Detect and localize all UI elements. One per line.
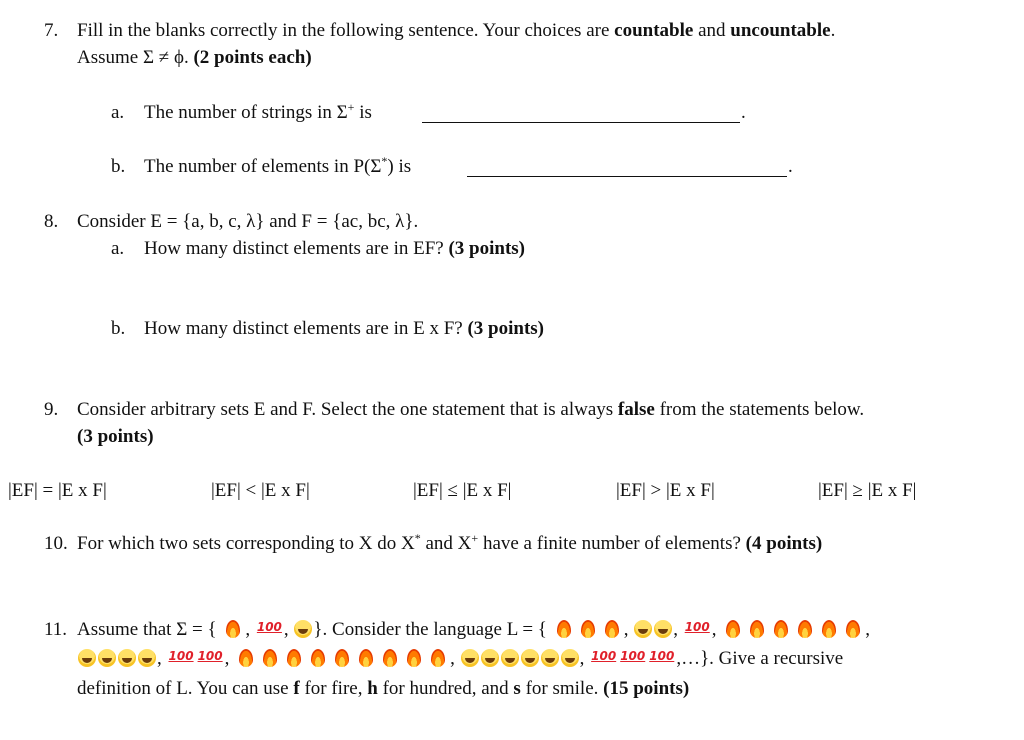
comma: , <box>865 619 870 640</box>
q8b-points: (3 points) <box>467 318 545 339</box>
fire-emoji-icon <box>750 620 764 638</box>
comma: , <box>450 648 455 669</box>
comma: , <box>157 648 162 669</box>
q10-text-c: have a finite number of elements? <box>478 533 746 554</box>
q11-line3 <box>77 678 689 700</box>
smile-emoji-icon <box>481 649 499 667</box>
q11-line2 <box>77 648 843 670</box>
smile-emoji-icon <box>654 620 672 638</box>
q10-points: (4 points) <box>745 533 823 554</box>
comma: , <box>245 619 251 640</box>
q8-text: Consider E = {a, b, c, λ} and F = {ac, bc, λ}. <box>77 211 419 232</box>
smile-emoji-icon <box>118 649 136 667</box>
q9-option-2[interactable]: |EF| < |E x F| <box>211 480 310 501</box>
fire-emoji-icon <box>239 649 253 667</box>
q7-line2 <box>77 47 312 69</box>
fire-emoji-icon <box>407 649 421 667</box>
hundred-emoji-icon: 100 <box>620 649 646 663</box>
q7a-sup: + <box>347 100 355 114</box>
q8a-points: (3 points) <box>448 238 526 259</box>
q11-number: 11. <box>44 619 68 640</box>
fire-emoji-icon <box>311 649 325 667</box>
smile-emoji-icon <box>521 649 539 667</box>
smile-emoji-icon <box>98 649 116 667</box>
smile-emoji-icon <box>501 649 519 667</box>
smile-emoji-icon <box>634 620 652 638</box>
q7b-main: The number of elements in P(Σ <box>144 156 382 177</box>
q7-end: . <box>830 20 836 41</box>
hundred-emoji-icon: 100 <box>168 649 194 663</box>
fire-emoji-icon <box>557 620 571 638</box>
q7a-dot: . <box>741 102 746 123</box>
q7b-text <box>144 156 411 178</box>
smile-emoji-icon <box>461 649 479 667</box>
q10-text <box>77 533 822 555</box>
q8b-label: b. <box>111 318 126 339</box>
comma: , <box>579 648 585 669</box>
q7-text <box>77 20 835 42</box>
fire-emoji-icon <box>335 649 349 667</box>
q10-number: 10. <box>44 533 68 554</box>
q10-text-b: and X <box>420 533 472 554</box>
q7-countable: countable <box>614 20 694 41</box>
hundred-emoji-icon: 100 <box>591 649 617 663</box>
q7-and: and <box>693 20 731 41</box>
q11-s: s <box>513 678 521 699</box>
q7a-main: The number of strings in Σ <box>144 102 348 123</box>
q11-text-c: ,…}. Give a recursive <box>676 648 844 669</box>
q10-text-a: For which two sets corresponding to X do X <box>77 533 415 554</box>
fire-emoji-icon <box>846 620 860 638</box>
q7b-sup: * <box>381 154 388 168</box>
q8a-label: a. <box>111 238 125 259</box>
q10-sup1: * <box>414 531 421 545</box>
hundred-emoji-icon: 100 <box>256 620 282 634</box>
comma: , <box>623 619 629 640</box>
fire-emoji-icon <box>798 620 812 638</box>
smile-emoji-icon <box>541 649 559 667</box>
fire-emoji-icon <box>431 649 445 667</box>
q7a-answer-blank[interactable] <box>422 106 740 123</box>
hundred-emoji-icon: 100 <box>197 649 223 663</box>
smile-emoji-icon <box>561 649 579 667</box>
q11-text-a: Assume that Σ = { <box>77 619 217 640</box>
q11-f: f <box>293 678 300 699</box>
q9-text-b: from the statements below. <box>654 399 865 420</box>
fire-emoji-icon <box>383 649 397 667</box>
comma: , <box>224 648 230 669</box>
smile-emoji-icon <box>78 649 96 667</box>
q9-text-a: Consider arbitrary sets E and F. Select the one statement that is always <box>77 399 618 420</box>
q9-option-3[interactable]: |EF| ≤ |E x F| <box>413 480 512 501</box>
q9-option-1[interactable]: |EF| = |E x F| <box>8 480 107 501</box>
q8a-main: How many distinct elements are in EF? <box>144 238 449 259</box>
q7a-label: a. <box>111 102 125 123</box>
q7b-answer-blank[interactable] <box>467 160 787 177</box>
q11-mid2: for hundred, and <box>377 678 514 699</box>
q11-points: (15 points) <box>603 678 690 699</box>
fire-emoji-icon <box>726 620 740 638</box>
fire-emoji-icon <box>359 649 373 667</box>
q7-assume: Assume Σ ≠ ϕ. <box>77 47 194 68</box>
fire-emoji-icon <box>774 620 788 638</box>
comma: , <box>283 619 289 640</box>
q7a-tail: is <box>354 102 372 123</box>
q11-mid1: for fire, <box>299 678 368 699</box>
q11-line3-a: definition of L. You can use <box>77 678 294 699</box>
smile-emoji-icon <box>294 620 312 638</box>
hundred-emoji-icon: 100 <box>649 649 675 663</box>
fire-emoji-icon <box>822 620 836 638</box>
q11-line1 <box>77 619 870 641</box>
q7-number: 7. <box>44 20 59 41</box>
q9-option-5[interactable]: |EF| ≥ |E x F| <box>818 480 917 501</box>
q8b-main: How many distinct elements are in E x F? <box>144 318 468 339</box>
q7-points: (2 points each) <box>193 47 312 68</box>
q9-number: 9. <box>44 399 59 420</box>
q7b-label: b. <box>111 156 126 177</box>
q9-option-4[interactable]: |EF| > |E x F| <box>616 480 715 501</box>
comma: , <box>711 619 717 640</box>
q8-number: 8. <box>44 211 59 232</box>
fire-emoji-icon <box>605 620 619 638</box>
q11-h: h <box>367 678 378 699</box>
q9-points: (3 points) <box>77 426 154 447</box>
smile-emoji-icon <box>138 649 156 667</box>
q7b-tail: ) is <box>387 156 412 177</box>
fire-emoji-icon <box>581 620 595 638</box>
fire-emoji-icon <box>287 649 301 667</box>
q7-text-a: Fill in the blanks correctly in the following sentence. Your choices are <box>77 20 615 41</box>
fire-emoji-icon <box>226 620 240 638</box>
q7a-text <box>144 102 372 124</box>
q11-text-b: }. Consider the language L = { <box>313 619 547 640</box>
comma: , <box>673 619 678 640</box>
q7b-dot: . <box>788 156 793 177</box>
q8a-text <box>144 238 525 260</box>
q9-text <box>77 399 864 421</box>
q8b-text <box>144 318 544 340</box>
fire-emoji-icon <box>263 649 277 667</box>
q11-mid3: for smile. <box>520 678 604 699</box>
hundred-emoji-icon: 100 <box>684 620 710 634</box>
q7-uncountable: uncountable <box>730 20 831 41</box>
q9-false: false <box>617 399 655 420</box>
q10-sup2: + <box>471 531 479 545</box>
